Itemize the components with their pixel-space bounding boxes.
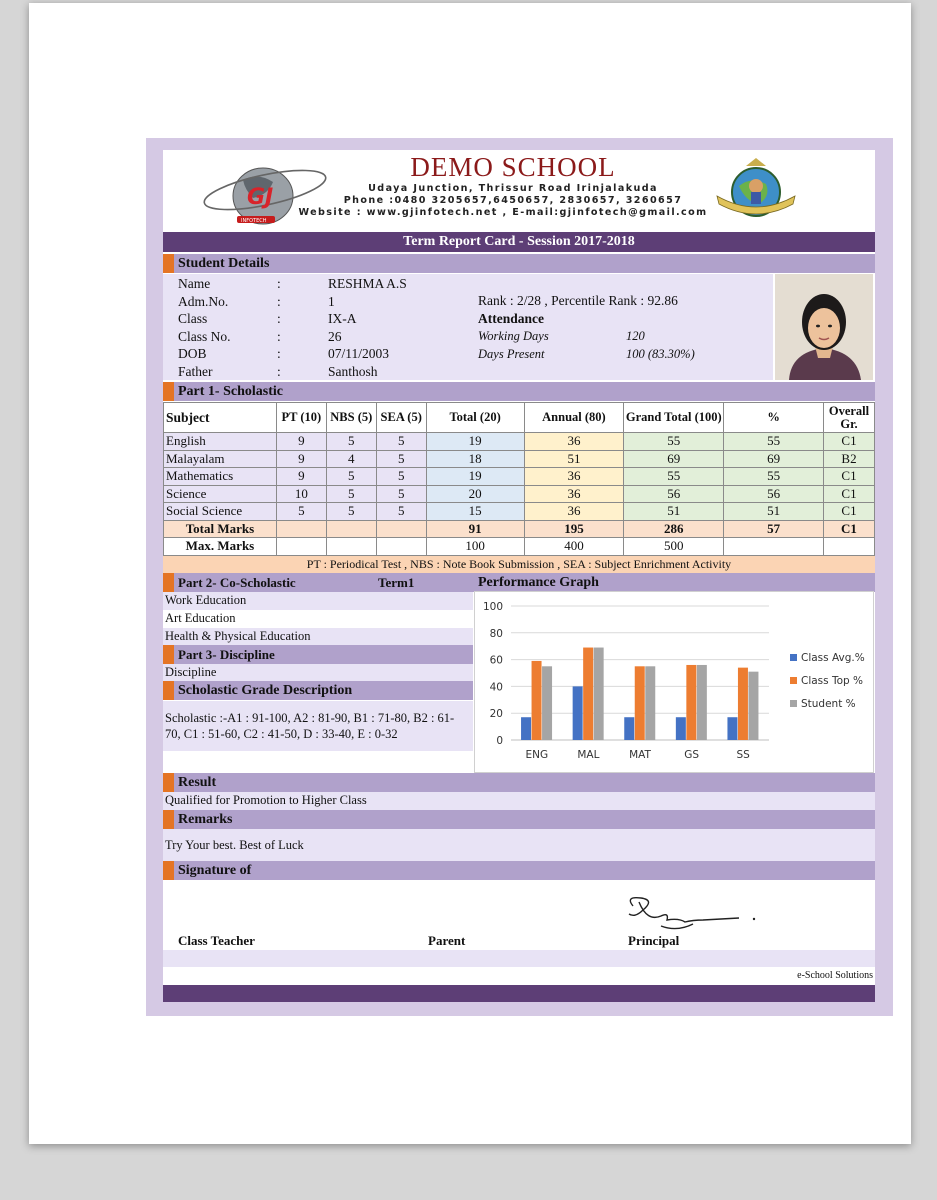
grade-cell: C1 xyxy=(823,468,874,486)
col-annual: Annual (80) xyxy=(524,403,624,433)
logo-gj-text: GJ xyxy=(247,185,274,210)
legend-swatch xyxy=(790,654,797,661)
y-tick-label: 60 xyxy=(489,654,503,667)
legend-swatch xyxy=(790,677,797,684)
y-tick-label: 0 xyxy=(496,735,503,747)
legend-entry: Class Top % xyxy=(801,675,863,687)
max-pt xyxy=(276,538,326,556)
discipline-header xyxy=(163,645,473,664)
pt-cell: 9 xyxy=(276,433,326,451)
value-class-no: 26 xyxy=(328,328,342,344)
grade-description-line1: Scholastic :-A1 : 91-100, A2 : 81-90, B1 : 71-80, B2 : 61- xyxy=(165,711,455,725)
chart-bar xyxy=(624,717,634,740)
subject-cell: Science xyxy=(164,485,277,503)
total-pt xyxy=(276,520,326,538)
label-adm-no: Adm.No. xyxy=(178,293,229,309)
grade-description-box xyxy=(163,701,473,751)
grade-cell: C1 xyxy=(823,503,874,521)
co-item-health-pe: Health & Physical Education xyxy=(163,628,473,646)
annual-cell: 36 xyxy=(524,485,624,503)
max-nbs xyxy=(326,538,376,556)
colon: : xyxy=(277,328,281,344)
section-marker xyxy=(163,861,174,880)
colon: : xyxy=(277,293,281,309)
colon: : xyxy=(277,276,281,291)
co-item-art-education: Art Education xyxy=(165,611,236,625)
max-grand: 500 xyxy=(624,538,724,556)
abbreviation-legend: PT : Periodical Test , NBS : Note Book Submission , SEA : Subject Enrichment Activity xyxy=(163,556,875,573)
chart-bar xyxy=(521,717,531,740)
col-subject: Subject xyxy=(164,403,277,433)
grade-cell: B2 xyxy=(823,450,874,468)
subject-cell: English xyxy=(164,433,277,451)
student-details-header xyxy=(163,254,875,273)
percent-cell: 56 xyxy=(724,485,824,503)
colon: : xyxy=(277,311,281,326)
legend-swatch xyxy=(790,700,797,707)
total-cell: 19 xyxy=(426,468,524,486)
total-cell: 20 xyxy=(426,485,524,503)
total-grade: C1 xyxy=(823,520,874,538)
percent-cell: 55 xyxy=(724,468,824,486)
legend-entry: Student % xyxy=(801,698,856,710)
total-grand: 286 xyxy=(624,520,724,538)
label-father: Father xyxy=(178,363,213,379)
logo-infotech-text: INFOTECH xyxy=(241,218,267,224)
attendance-label: Attendance xyxy=(478,311,544,326)
principal-signature xyxy=(621,892,771,938)
chart-bar xyxy=(573,686,583,740)
report-title: Term Report Card - Session 2017-2018 xyxy=(163,232,875,252)
chart-bar xyxy=(635,666,645,740)
grade-cell: C1 xyxy=(823,433,874,451)
section-marker xyxy=(163,645,174,664)
result-label: Result xyxy=(178,775,217,790)
y-tick-label: 40 xyxy=(489,681,503,694)
chart-bar xyxy=(645,666,655,740)
grade-description-line2: 70, C1 : 51-60, C2 : 41-50, D : 33-40, E : 0-32 xyxy=(165,727,398,741)
sea-cell: 5 xyxy=(376,503,426,521)
term-label: Term1 xyxy=(378,575,415,590)
value-class: IX-A xyxy=(328,311,357,326)
nbs-cell: 5 xyxy=(326,485,376,503)
footer-strip xyxy=(163,950,875,967)
max-annual: 400 xyxy=(524,538,624,556)
max-sea xyxy=(376,538,426,556)
total-annual: 195 xyxy=(524,520,624,538)
co-scholastic-header xyxy=(163,573,875,592)
page xyxy=(29,3,911,1144)
school-website: Website : www.gjinfotech.net , E-mail:gjinfotech@gmail.com xyxy=(298,207,708,218)
subject-cell: Mathematics xyxy=(164,468,277,486)
co-scholastic-label: Part 2- Co-Scholastic xyxy=(178,575,296,590)
table-row xyxy=(164,485,875,503)
sea-cell: 5 xyxy=(376,433,426,451)
label-name: Name xyxy=(178,276,211,291)
total-nbs xyxy=(326,520,376,538)
section-marker xyxy=(163,810,174,829)
total-cell: 18 xyxy=(426,450,524,468)
grade-description-label: Scholastic Grade Description xyxy=(178,683,353,698)
max-grade xyxy=(823,538,874,556)
pt-cell: 9 xyxy=(276,468,326,486)
total-total: 91 xyxy=(426,520,524,538)
chart-bar xyxy=(697,665,707,740)
signature-label: Signature of xyxy=(178,863,252,878)
subject-cell: Malayalam xyxy=(164,450,277,468)
class-teacher-label: Class Teacher xyxy=(178,933,255,948)
label-class: Class xyxy=(178,311,208,326)
max-total: 100 xyxy=(426,538,524,556)
grade-description-header xyxy=(163,681,473,700)
grand-total-cell: 55 xyxy=(624,433,724,451)
principal-label: Principal xyxy=(628,933,680,948)
chart-bar xyxy=(738,668,748,740)
annual-cell: 36 xyxy=(524,468,624,486)
school-emblem-right xyxy=(711,156,801,226)
section-marker xyxy=(163,382,174,401)
sea-cell: 5 xyxy=(376,485,426,503)
col-nbs: NBS (5) xyxy=(326,403,376,433)
colon: : xyxy=(277,363,281,379)
report-card-inner xyxy=(163,150,875,1002)
school-phone: Phone :0480 3205657,6450657, 2830657, 3260657 xyxy=(343,195,683,206)
remarks-header xyxy=(163,810,875,829)
pt-cell: 5 xyxy=(276,503,326,521)
table-row xyxy=(164,503,875,521)
table-row xyxy=(164,450,875,468)
label-dob: DOB xyxy=(178,346,207,361)
total-sea xyxy=(376,520,426,538)
legend-entry: Class Avg.% xyxy=(801,652,865,664)
y-tick-label: 80 xyxy=(489,627,503,640)
sea-cell: 5 xyxy=(376,468,426,486)
student-photo xyxy=(775,274,873,380)
col-overall-grade: Overall Gr. xyxy=(823,403,874,433)
chart-bar xyxy=(676,717,686,740)
student-label-column xyxy=(178,275,231,380)
pt-cell: 9 xyxy=(276,450,326,468)
label-class-no: Class No. xyxy=(178,328,231,344)
report-card xyxy=(146,138,893,1016)
student-details-panel xyxy=(163,274,773,380)
percent-cell: 69 xyxy=(724,450,824,468)
chart-bar xyxy=(583,648,593,740)
chart-bar xyxy=(727,717,737,740)
col-sea: SEA (5) xyxy=(376,403,426,433)
table-row xyxy=(164,433,875,451)
chart-bar xyxy=(748,672,758,740)
student-value-column xyxy=(328,275,407,380)
percent-cell: 51 xyxy=(724,503,824,521)
school-address: Udaya Junction, Thrissur Road Irinjalakuda xyxy=(368,183,658,194)
percent-cell: 55 xyxy=(724,433,824,451)
annual-cell: 36 xyxy=(524,503,624,521)
grand-total-cell: 55 xyxy=(624,468,724,486)
total-marks-label: Total Marks xyxy=(164,520,277,538)
x-tick-label: MAL xyxy=(577,749,600,761)
nbs-cell: 5 xyxy=(326,503,376,521)
grand-total-cell: 51 xyxy=(624,503,724,521)
chart-bar xyxy=(532,661,542,740)
x-tick-label: SS xyxy=(736,749,750,761)
col-percent: % xyxy=(724,403,824,433)
result-header xyxy=(163,773,875,792)
rank-text: Rank : 2/28 , Percentile Rank : 92.86 xyxy=(478,293,678,308)
subject-cell: Social Science xyxy=(164,503,277,521)
max-marks-label: Max. Marks xyxy=(164,538,277,556)
annual-cell: 51 xyxy=(524,450,624,468)
performance-chart-svg xyxy=(475,592,875,774)
x-tick-label: MAT xyxy=(629,749,651,761)
parent-label: Parent xyxy=(428,933,466,948)
remarks-label: Remarks xyxy=(178,812,233,827)
sea-cell: 5 xyxy=(376,450,426,468)
x-tick-label: GS xyxy=(684,749,700,761)
max-marks-row xyxy=(164,538,875,556)
section-marker xyxy=(163,681,174,700)
colon: : xyxy=(277,346,281,361)
co-item-work-education: Work Education xyxy=(163,592,473,610)
section-marker xyxy=(163,254,174,273)
school-name: DEMO SCHOOL xyxy=(410,152,616,182)
value-adm-no: 1 xyxy=(328,293,335,309)
discipline-label: Part 3- Discipline xyxy=(178,647,275,662)
performance-graph-label: Performance Graph xyxy=(478,575,599,590)
result-text: Qualified for Promotion to Higher Class xyxy=(163,792,875,810)
max-percent xyxy=(724,538,824,556)
section-marker xyxy=(163,773,174,792)
x-tick-label: ENG xyxy=(525,749,549,761)
nbs-cell: 4 xyxy=(326,450,376,468)
table-row xyxy=(164,468,875,486)
col-total: Total (20) xyxy=(426,403,524,433)
nbs-cell: 5 xyxy=(326,468,376,486)
annual-cell: 36 xyxy=(524,433,624,451)
col-pt: PT (10) xyxy=(276,403,326,433)
section-marker xyxy=(163,573,174,592)
total-cell: 19 xyxy=(426,433,524,451)
chart-bar xyxy=(686,665,696,740)
grand-total-cell: 56 xyxy=(624,485,724,503)
col-grand-total: Grand Total (100) xyxy=(624,403,724,433)
total-cell: 15 xyxy=(426,503,524,521)
chart-bar xyxy=(594,648,604,740)
footer-text: e-School Solutions xyxy=(797,970,873,981)
y-tick-label: 20 xyxy=(489,708,503,721)
scholastic-label: Part 1- Scholastic xyxy=(178,384,283,399)
value-dob: 07/11/2003 xyxy=(328,346,390,361)
nbs-cell: 5 xyxy=(326,433,376,451)
marks-table xyxy=(163,402,875,556)
grade-cell: C1 xyxy=(823,485,874,503)
performance-chart xyxy=(474,591,874,773)
y-tick-label: 100 xyxy=(482,601,503,613)
student-colon-column xyxy=(277,275,281,380)
days-present-label: Days Present xyxy=(478,347,545,361)
total-marks-row xyxy=(164,520,875,538)
bottom-bar xyxy=(163,985,875,1002)
marks-header-row xyxy=(164,403,875,433)
student-details-label: Student Details xyxy=(178,256,270,271)
value-father: Santhosh xyxy=(328,363,378,379)
pt-cell: 10 xyxy=(276,485,326,503)
total-percent: 57 xyxy=(724,520,824,538)
chart-bar xyxy=(542,666,552,740)
days-present-value: 100 (83.30%) xyxy=(626,347,695,361)
scholastic-header xyxy=(163,382,875,401)
working-days-label: Working Days xyxy=(478,329,549,343)
working-days-value: 120 xyxy=(626,329,645,343)
value-name: RESHMA A.S xyxy=(328,276,407,291)
grand-total-cell: 69 xyxy=(624,450,724,468)
discipline-item: Discipline xyxy=(163,664,473,682)
remarks-text: Try Your best. Best of Luck xyxy=(163,829,875,861)
signature-header xyxy=(163,861,875,880)
